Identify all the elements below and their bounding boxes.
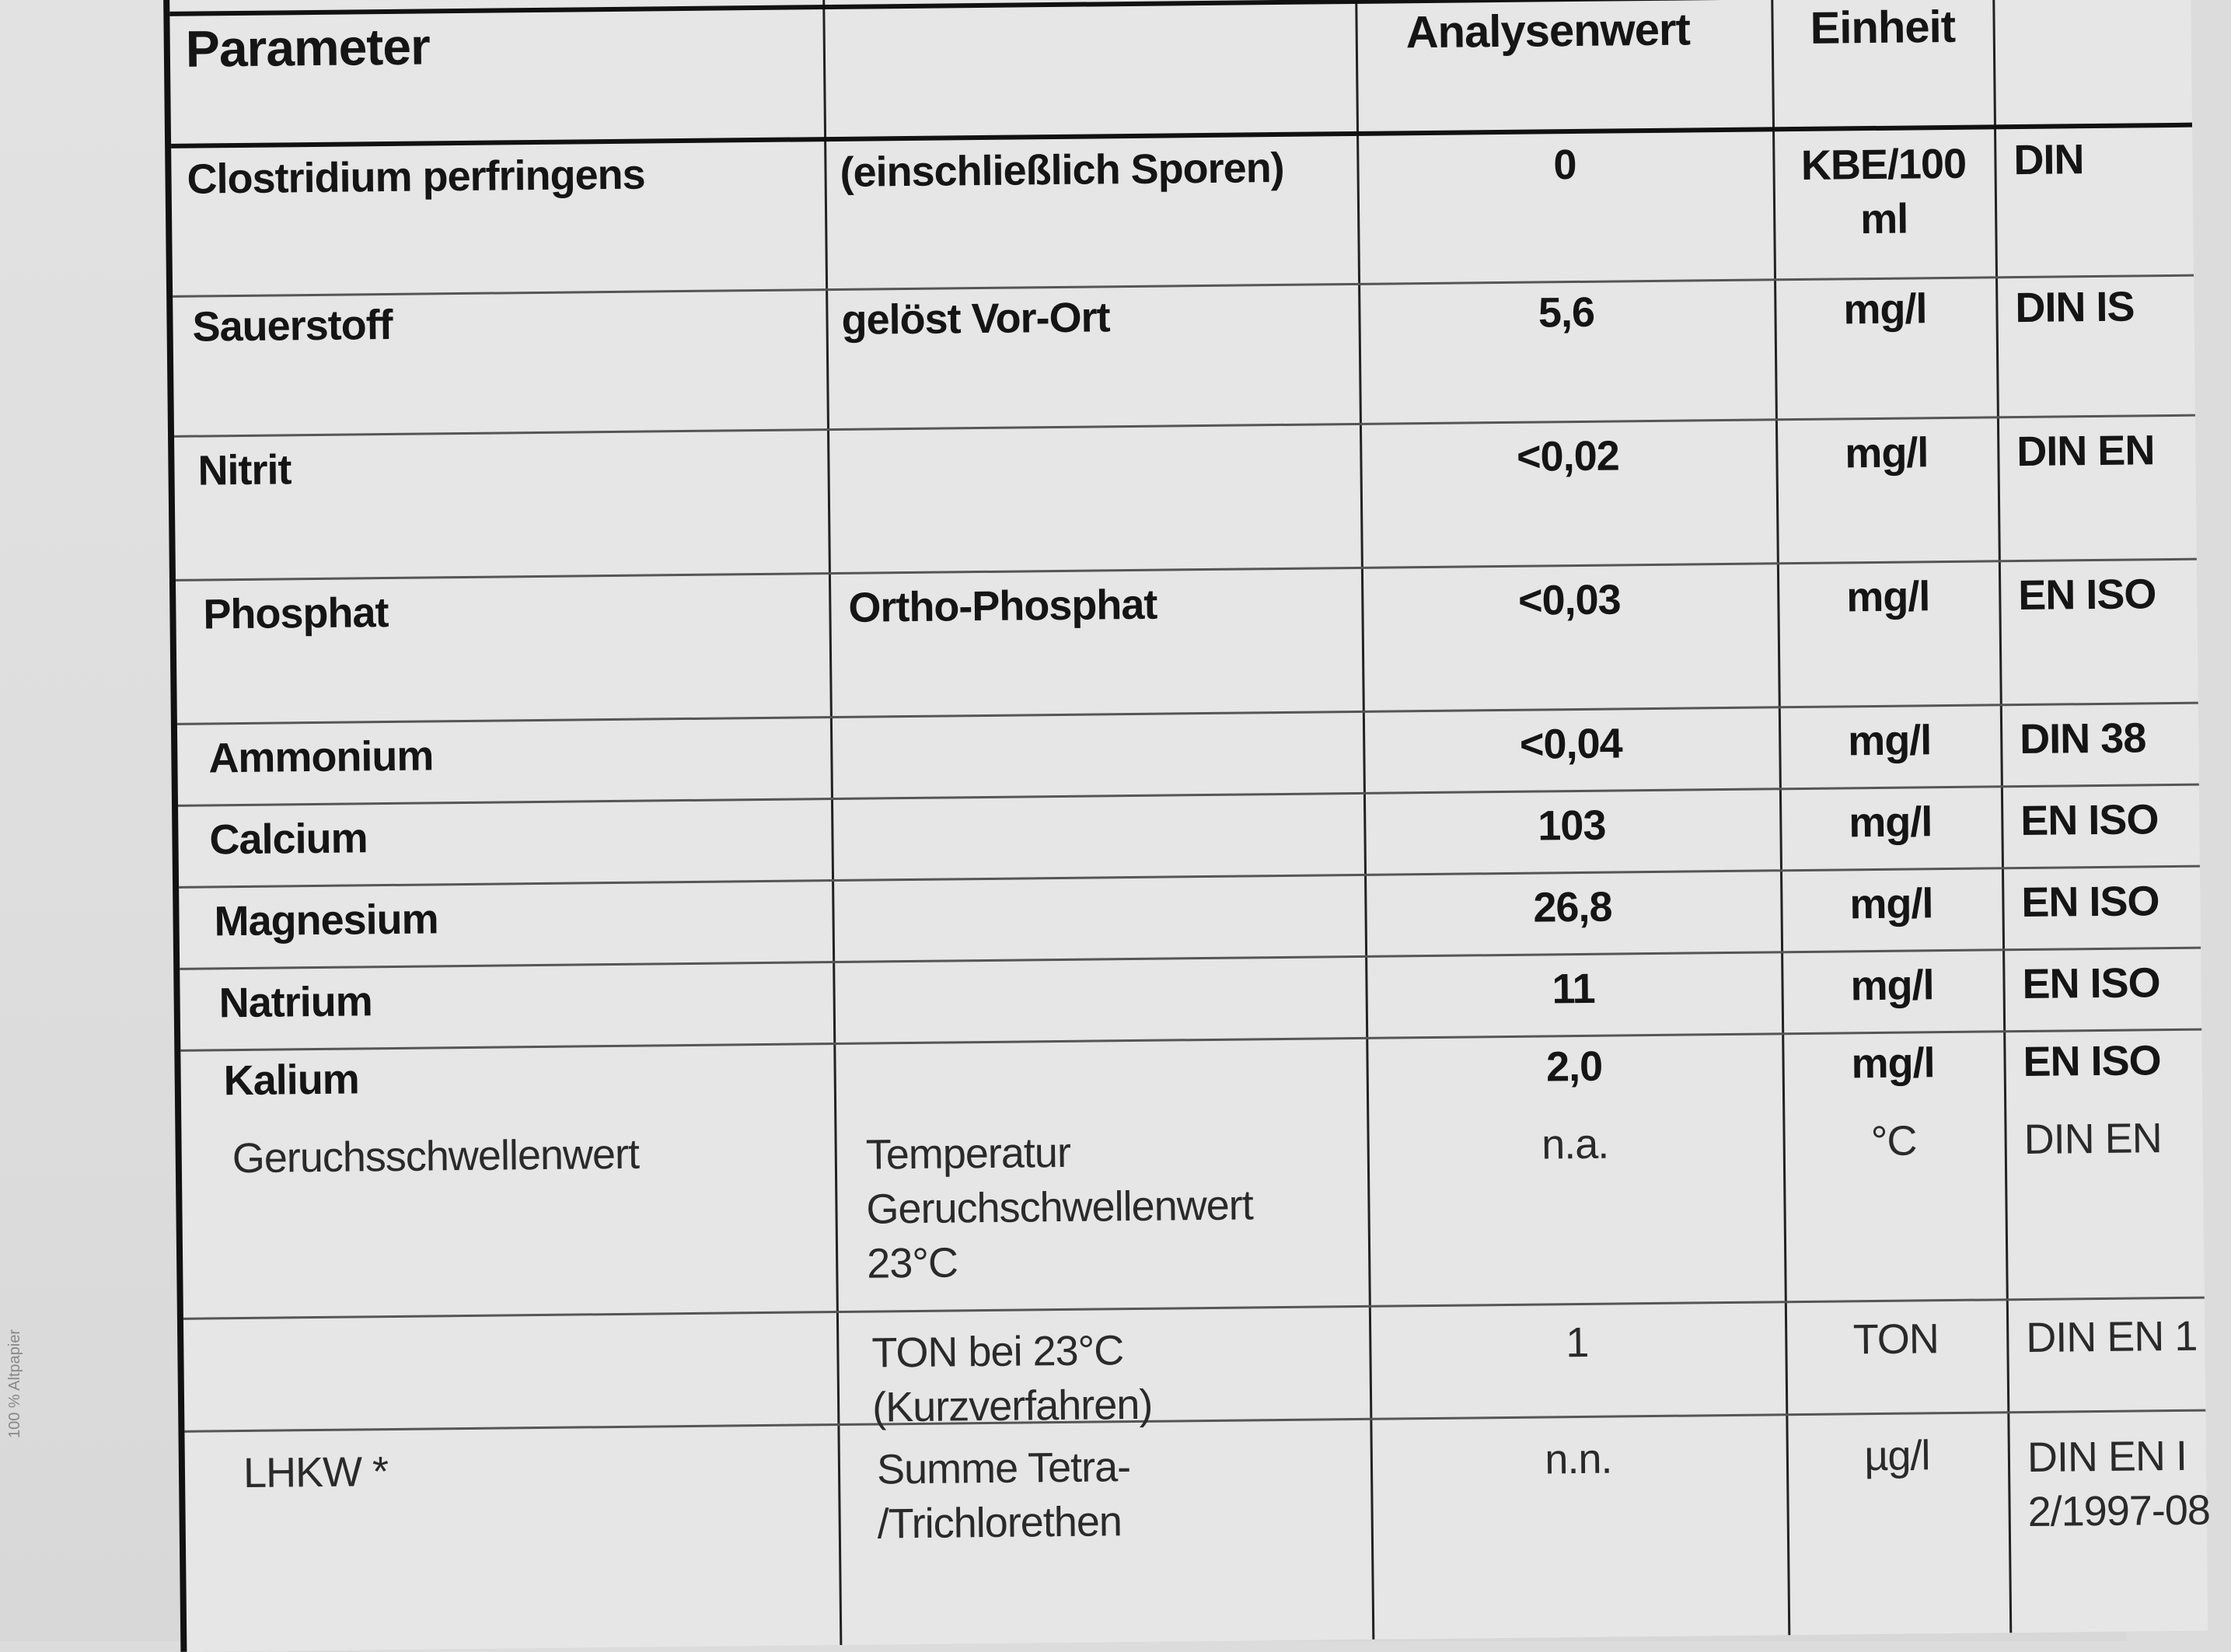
row-unit: mg/l — [1850, 962, 1934, 1010]
row-method: DIN EN — [2016, 427, 2155, 476]
row-unit: mg/l — [1847, 717, 1932, 765]
row-detail: (einschließlich Sporen) — [840, 144, 1284, 196]
row-value: <0,02 — [1516, 432, 1620, 480]
row-method: EN ISO — [2021, 878, 2159, 927]
row-parameter: Natrium — [218, 978, 373, 1027]
row-parameter: Kalium — [223, 1056, 360, 1105]
row-value: 103 — [1538, 802, 1606, 850]
row-unit: mg/l — [1845, 429, 1929, 477]
row-value: 11 — [1552, 965, 1595, 1013]
header-analysis-value: Analysenwert — [1405, 4, 1691, 58]
row-parameter: Sauerstoff — [192, 301, 393, 351]
row-parameter: Calcium — [209, 815, 368, 864]
row-unit: mg/l — [1845, 573, 1930, 621]
row-method: DIN EN 1 — [2025, 1312, 2198, 1361]
row-method: EN ISO — [2020, 796, 2159, 845]
row-method: DIN EN — [2023, 1115, 2162, 1164]
row-parameter: Geruchsschwellenwert — [232, 1130, 640, 1182]
column-divider — [822, 0, 842, 1645]
row-detail: Temperatur Geruchschwellenwert 23°C — [865, 1129, 1254, 1287]
row-value: 1 — [1565, 1318, 1589, 1367]
row-value: 2,0 — [1545, 1043, 1603, 1091]
margin-print: 100 % Altpapier — [6, 1329, 23, 1438]
row-value: n.n. — [1545, 1435, 1612, 1483]
row-parameter: Nitrit — [197, 446, 292, 494]
row-value: 26,8 — [1533, 883, 1612, 931]
row-unit: °C — [1870, 1117, 1917, 1165]
row-unit: µg/l — [1864, 1432, 1930, 1480]
row-method: DIN EN I 2/1997-08 — [2027, 1432, 2211, 1535]
row-method: EN ISO — [2022, 959, 2160, 1008]
row-unit: mg/l — [1851, 1039, 1935, 1088]
header-unit: Einheit — [1810, 1, 1956, 54]
row-unit: mg/l — [1849, 798, 1932, 847]
row-unit: KBE/100 ml — [1800, 140, 1967, 243]
row-detail: Summe Tetra- /Trichlorethen — [876, 1444, 1131, 1548]
row-value: n.a. — [1541, 1120, 1609, 1168]
analysis-table — [163, 0, 2211, 1652]
row-method: EN ISO — [2017, 571, 2156, 620]
row-detail: gelöst Vor-Ort — [841, 294, 1110, 344]
row-method: DIN — [2013, 136, 2084, 184]
row-detail: Ortho-Phosphat — [848, 581, 1157, 631]
row-value: <0,03 — [1517, 576, 1621, 624]
header-parameter: Parameter — [185, 17, 431, 78]
row-detail: TON bei 23°C (Kurzverfahren) — [871, 1327, 1153, 1431]
row-value: <0,04 — [1519, 720, 1622, 768]
row-parameter: LHKW * — [243, 1448, 389, 1497]
row-value: 5,6 — [1538, 288, 1595, 337]
row-parameter: Magnesium — [214, 896, 438, 945]
row-unit: TON — [1852, 1315, 1939, 1364]
row-method: DIN 38 — [2019, 714, 2146, 763]
row-parameter: Ammonium — [208, 732, 434, 782]
row-value: 0 — [1553, 141, 1576, 189]
row-unit: mg/l — [1849, 880, 1933, 928]
row-parameter: Phosphat — [203, 589, 389, 638]
row-method: EN ISO — [2023, 1037, 2161, 1086]
row-unit: mg/l — [1843, 285, 1927, 334]
row-method: DIN IS — [2015, 283, 2135, 332]
row-parameter: Clostridium perfringens — [187, 151, 645, 203]
